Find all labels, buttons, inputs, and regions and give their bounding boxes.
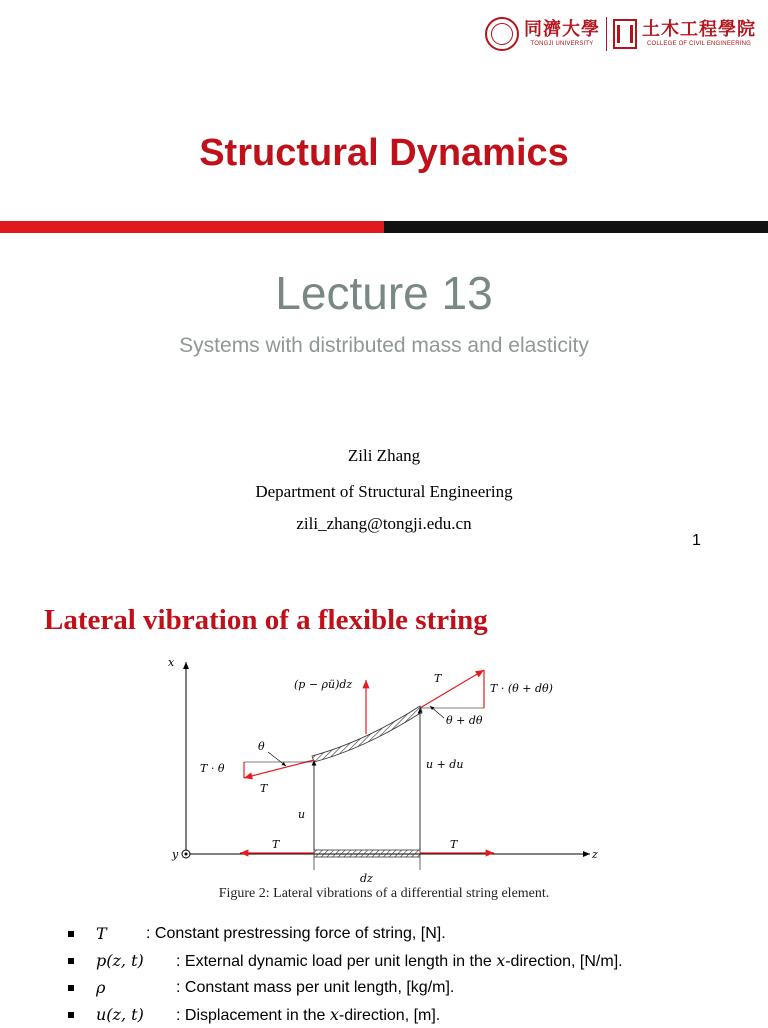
- department-name: Department of Structural Engineering: [255, 482, 513, 501]
- x-axis-label: x: [168, 656, 175, 669]
- lecture-number: Lecture 13: [275, 267, 493, 319]
- z-axis-label: z: [592, 848, 598, 861]
- u-label: u: [298, 808, 306, 821]
- title-bar-red: [0, 221, 384, 233]
- definition-row: [68, 920, 758, 947]
- definition-text: : Displacement in the x-direction, [m].: [176, 1004, 441, 1024]
- university-seal-icon: [485, 17, 519, 51]
- definition-text: : Constant prestressing force of string, [N].: [146, 924, 446, 942]
- definition-symbol: T: [96, 924, 107, 943]
- author-name: Zili Zhang: [347, 446, 421, 465]
- load-label: (p − ρü)dz: [294, 678, 353, 691]
- college-emblem-icon: [613, 19, 637, 49]
- college-name-cn: 土木工程學院: [642, 19, 756, 40]
- definition-text: : External dynamic load per unit length in the x-direction, [N/m].: [176, 950, 623, 970]
- tension-label-right: T: [450, 838, 458, 851]
- y-axis-label: y: [172, 848, 179, 861]
- dz-label: dz: [360, 872, 373, 885]
- college-name-en: COLLEGE OF CIVIL ENGINEERING: [646, 41, 752, 47]
- bullet-icon: [68, 1012, 74, 1018]
- logo-divider: [606, 17, 607, 51]
- lecture-subtitle: Systems with distributed mass and elasticity: [179, 334, 589, 357]
- definition-symbol: p(z, t): [96, 951, 144, 970]
- t-theta-left-label: T · θ: [200, 762, 225, 775]
- university-name-cn: 同濟大學: [524, 19, 600, 40]
- slide-separator: [0, 576, 768, 584]
- base-element: [314, 850, 420, 857]
- bullet-icon: [68, 931, 74, 937]
- university-logo: [485, 14, 756, 54]
- definition-row: [68, 1001, 758, 1028]
- symbol-definitions: [68, 920, 758, 1028]
- t-theta-right-label: T · (θ + dθ): [490, 682, 553, 695]
- theta-label: θ: [258, 740, 265, 753]
- deformed-element: [312, 706, 422, 762]
- tension-label-tangent-left: T: [260, 782, 268, 795]
- definition-symbol: ρ: [96, 978, 106, 997]
- figure-caption: Figure 2: Lateral vibrations of a differential string element.: [218, 886, 550, 901]
- title-bar-black: [384, 221, 768, 233]
- page-number: 1: [692, 532, 701, 549]
- definition-symbol: u(z, t): [96, 1005, 144, 1024]
- slide-title: Lateral vibration of a flexible string: [44, 604, 488, 636]
- content-slide: [0, 584, 768, 1024]
- tension-label-tangent-right: T: [434, 672, 442, 685]
- bullet-icon: [68, 985, 74, 991]
- author-email: zili_zhang@tongji.edu.cn: [296, 514, 472, 533]
- string-element-figure: [160, 650, 610, 885]
- university-name-en: TONGJI UNIVERSITY: [530, 41, 594, 47]
- definition-text: : Constant mass per unit length, [kg/m].: [176, 978, 455, 996]
- definition-row: [68, 947, 758, 974]
- course-title: Structural Dynamics: [199, 132, 569, 174]
- tension-tangent-right: [420, 670, 484, 708]
- tension-tangent-left: [244, 760, 314, 778]
- tension-label-left: T: [272, 838, 280, 851]
- definition-row: [68, 974, 758, 1001]
- theta-dtheta-label: θ + dθ: [446, 714, 483, 727]
- u-du-label: u + du: [426, 758, 464, 771]
- bullet-icon: [68, 958, 74, 964]
